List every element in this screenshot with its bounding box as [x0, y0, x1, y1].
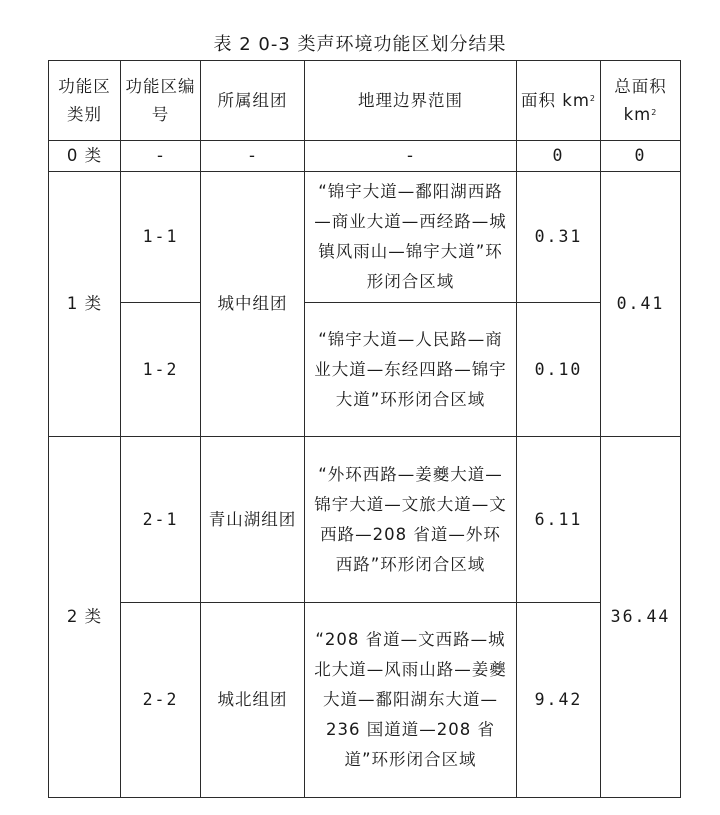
total-area-cell: 0 [601, 141, 681, 172]
area-cell: 0.31 [517, 172, 601, 303]
group-cell: 城北组团 [201, 603, 305, 798]
boundary-cell: - [305, 141, 517, 172]
boundary-cell: “208 省道—文西路—城北大道—风雨山路—姜夔大道—鄱阳湖东大道—236 国道道—208 省道”环形闭合区域 [305, 603, 517, 798]
area-cell: 9.42 [517, 603, 601, 798]
header-category-label: 功能区类别 [58, 76, 111, 124]
header-code-label: 功能区编号 [125, 76, 196, 124]
category-cell: 1 类 [49, 172, 121, 437]
group-cell: 青山湖组团 [201, 437, 305, 603]
boundary-cell: “外环西路—姜夔大道—锦宇大道—文旅大道—文西路—208 省道—外环西路”环形闭合区域 [305, 437, 517, 603]
header-area-label: 面积 km [521, 90, 590, 110]
area-cell: 0.10 [517, 303, 601, 437]
header-code [121, 61, 201, 141]
header-total-unit-sup: 2 [651, 107, 658, 117]
total-area-cell: 0.41 [601, 172, 681, 437]
header-area-unit-sup: 2 [589, 93, 596, 103]
boundary-cell: “锦宇大道—人民路—商业大道—东经四路—锦宇大道”环形闭合区域 [305, 303, 517, 437]
code-cell: 2-1 [121, 437, 201, 603]
category-cell: 2 类 [49, 437, 121, 798]
header-area [517, 61, 601, 141]
table-row [49, 603, 681, 798]
noise-zone-table [48, 60, 681, 798]
code-cell: 2-2 [121, 603, 201, 798]
total-area-cell: 36.44 [601, 437, 681, 798]
header-row [49, 61, 681, 141]
header-boundary: 地理边界范围 [305, 61, 517, 141]
area-cell: 6.11 [517, 437, 601, 603]
group-cell: - [201, 141, 305, 172]
code-cell: 1-2 [121, 303, 201, 437]
group-cell: 城中组团 [201, 172, 305, 437]
code-cell: 1-1 [121, 172, 201, 303]
table-row [49, 303, 681, 437]
header-group: 所属组团 [201, 61, 305, 141]
header-total-area [601, 61, 681, 141]
boundary-cell: “锦宇大道—鄱阳湖西路—商业大道—西经路—城镇风雨山—锦宇大道”环形闭合区域 [305, 172, 517, 303]
header-category [49, 61, 121, 141]
area-cell: 0 [517, 141, 601, 172]
category-cell: 0 类 [49, 141, 121, 172]
code-cell: - [121, 141, 201, 172]
table-row [49, 141, 681, 172]
table-row [49, 437, 681, 603]
table-caption: 表 2 0-3 类声环境功能区划分结果 [213, 34, 507, 55]
header-total-area-label: 总面积 km [614, 76, 667, 124]
table-row [49, 172, 681, 303]
